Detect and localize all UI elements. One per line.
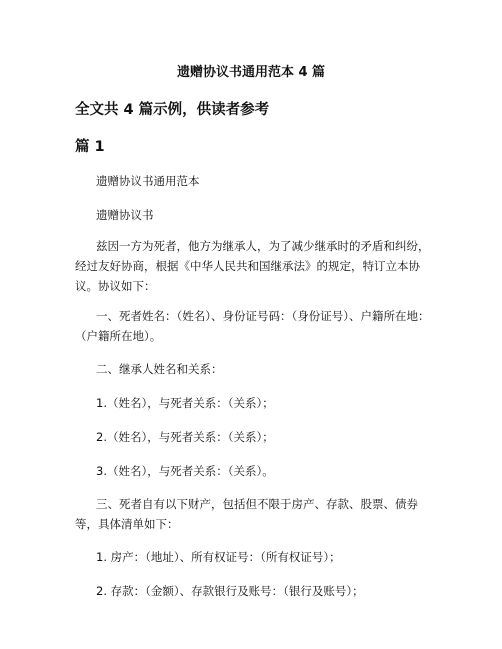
paragraph: 三、死者自有以下财产，包括但不限于房产、存款、股票、债券等，具体清单如下： [75,497,418,531]
paragraph: 一、死者姓名：（姓名）、身份证号码：（身份证号）、户籍所在地：（户籍所在地）。 [75,309,430,343]
paragraph: 兹因一方为死者，他方为继承人，为了减少继承时的矛盾和纠纷，经过友好协商，根据《中华人民共和国继承法》的规定，特订立本协议。协议如下： [75,239,430,293]
paragraph: 遗赠协议书通用范本 [96,174,200,188]
list-item: 1. 房产：（地址）、所有权证号：（所有权证号）； [96,550,341,564]
list-item: 2. 存款：（金额）、存款银行及账号：（银行及账号）； [96,584,364,598]
paragraph: 二、继承人姓名和关系： [96,362,223,376]
list-item: 2.（姓名），与死者关系：（关系）； [96,430,274,444]
section-heading: 篇 1 [75,139,105,155]
list-item: 3.（姓名），与死者关系：（关系）。 [96,464,274,478]
document-subtitle: 全文共 4 篇示例，供读者参考 [75,102,270,118]
paragraph: 遗赠协议书 [96,208,154,222]
list-item: 1.（姓名），与死者关系：（关系）； [96,396,274,410]
document-title: 遗赠协议书通用范本 4 篇 [176,65,326,80]
